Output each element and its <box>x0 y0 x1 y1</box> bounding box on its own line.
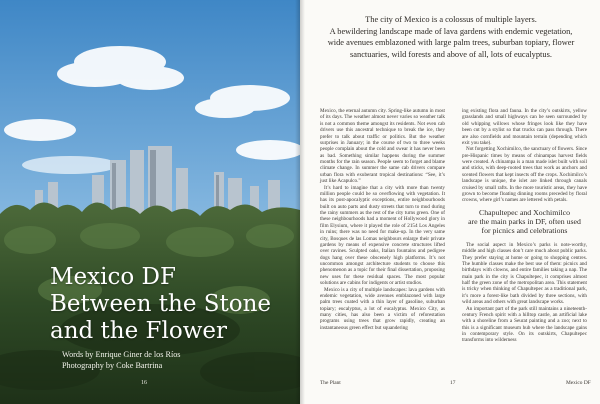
pull-quote-line: are the main parks in DF, often used <box>468 217 581 227</box>
article-title <box>50 264 280 345</box>
body-paragraph: Mexico is a city of multiple landscapes: lava gardens with endemic vegetation, wide avenues emblazoned with large palm trees coated with a thin layer of gasoline, suburban topiary; eucalyptus, a lot of eucalyptus. Mexico City, as many cities, has also been a victim of reforestation programs using trees that grow rapidly, creating an instantaneous green effect but squandering <box>320 286 445 331</box>
page-gutter <box>295 0 305 404</box>
pull-quote-line: for picnics and celebrations <box>481 226 568 236</box>
body-paragraph: An important part of the park still maintains a nineteenth-century French spirit with a hilltop castle, an artificial lake with a shoreline from a Seurat painting and a zoo; next to this is a significant museum hub where the landscape gains in contemporary style. On its outskirts, Chapultepec transforms into wilderness <box>462 305 587 344</box>
intro-line: sanctuaries, wild forests and above of all, lots of eucalyptus. <box>350 49 552 59</box>
words-credit: Words by Enrique Giner de los Ríos <box>62 350 181 359</box>
photo-credit: Photography by Coke Bartrina <box>62 361 163 370</box>
body-paragraph: The social aspect in Mexico’s parks is note-worthy, middle and high classes don’t care much about public parks. They prefer staying at home or going to shopping centres. The humble classes make the best use of them: picnics and birthdays with clowns, and entire families taking a nap. The main park in the city is Chapultepec, it comprises almost half the green zone of the metropolitan area. This statement is tricky when thinking of Chapultepec as a traditional park, it’s more a forest-like bath divided by three sections, with wild areas and others with great landscape works. <box>462 241 587 306</box>
pull-quote-line: Chapultepec and Xochimilco <box>479 207 570 217</box>
intro-line: A bewildering landscape made of lava gardens with endemic vegetation, <box>329 26 573 36</box>
intro-line: wide avenues emblazoned with large palm trees, suburban topiary, flower <box>327 38 575 48</box>
intro-standfirst <box>316 14 586 60</box>
left-page-number: 16 <box>141 380 147 386</box>
body-paragraph: It’s hard to imagine that a city with more than twenty million people could be so overflowing with vegetation. It has its post-apocalyptic exceptions, entire neighbourhoods built on auto parts and dusty streets that turn to mud during the rainy summers as the rest of the city turns green. One of these neighbourhoods had a moment of Hollywood glory in film Elysium, where it played the role of 2154 Los Angeles in ruins; there was no need for make-up. In the very same city, Bosques de las Lomas neighbours enlarge their private gardens by means of expensive concrete structures lifted over ravines. Sculpted oaks, Italian fountains and pedigree dogs hang over these obscenely high platforms. It’s not uncommon amongst architecture students to choose this phenomenon as a topic for their final dissertation, proposing new uses for these residual spaces. The most popular solutions are cabins for indigents or artist studios. <box>320 184 445 287</box>
title-line: Mexico DF <box>50 264 176 290</box>
body-column-right <box>462 108 587 344</box>
article-credits <box>62 349 181 371</box>
body-paragraph: Not forgetting Xochimilco, the sanctuary of flowers. Since pre-Hispanic times by means of chinampas harvest fields were created. A chinampa is a man made islet built with soil and sticks, with deep-rooted trees that work as anchors and scented flowers that kept insects off the crops. Xochimilco’s landscape is unique, the islet are linked through canals cruised by small rafts. In the more touristic areas, they have grown to become floating dinning rooms preceded by floral crowns, where girl’s names are lettered with petals. <box>462 146 587 204</box>
intro-line: The city of Mexico is a colossus of multiple layers. <box>365 15 537 24</box>
body-paragraph: ing existing flora and fauna. In the city’s outskirts, yellow grasslands and small highways can be seen surrounded by old whipping willows whose fringes look like they have been cut by a stylist so that trucks can pass through. There are also cornfields and mountain terrain (depending which exit you take). <box>462 108 587 146</box>
right-page-number: 17 <box>450 380 456 386</box>
section-name: Mexico DF <box>566 380 591 386</box>
title-line: and the Flower <box>50 318 227 344</box>
title-line: Between the Stone <box>50 291 272 317</box>
pull-quote <box>462 208 587 236</box>
magazine-name: The Plant <box>320 380 341 386</box>
body-column-left <box>320 108 445 331</box>
body-paragraph: Mexico, the eternal autumn city. Spring-like autumn in most of its days. The weather almost never varies so weather talk is not a common theme amongst its residents. Not even cab drivers use this ancestral technique to break the ice, they prefer to talk about traffic or politics. But the weather surprises in January; in the course of two to three weeks people complain about the cold and swear it has never been as bad. Something similar happens during the summer months for the rain season. People seem to forget and blame climate change. In summer the same cab drivers compare urban flora with exuberant tropical destinations: “See, it’s just like Acapulco.” <box>320 108 445 185</box>
